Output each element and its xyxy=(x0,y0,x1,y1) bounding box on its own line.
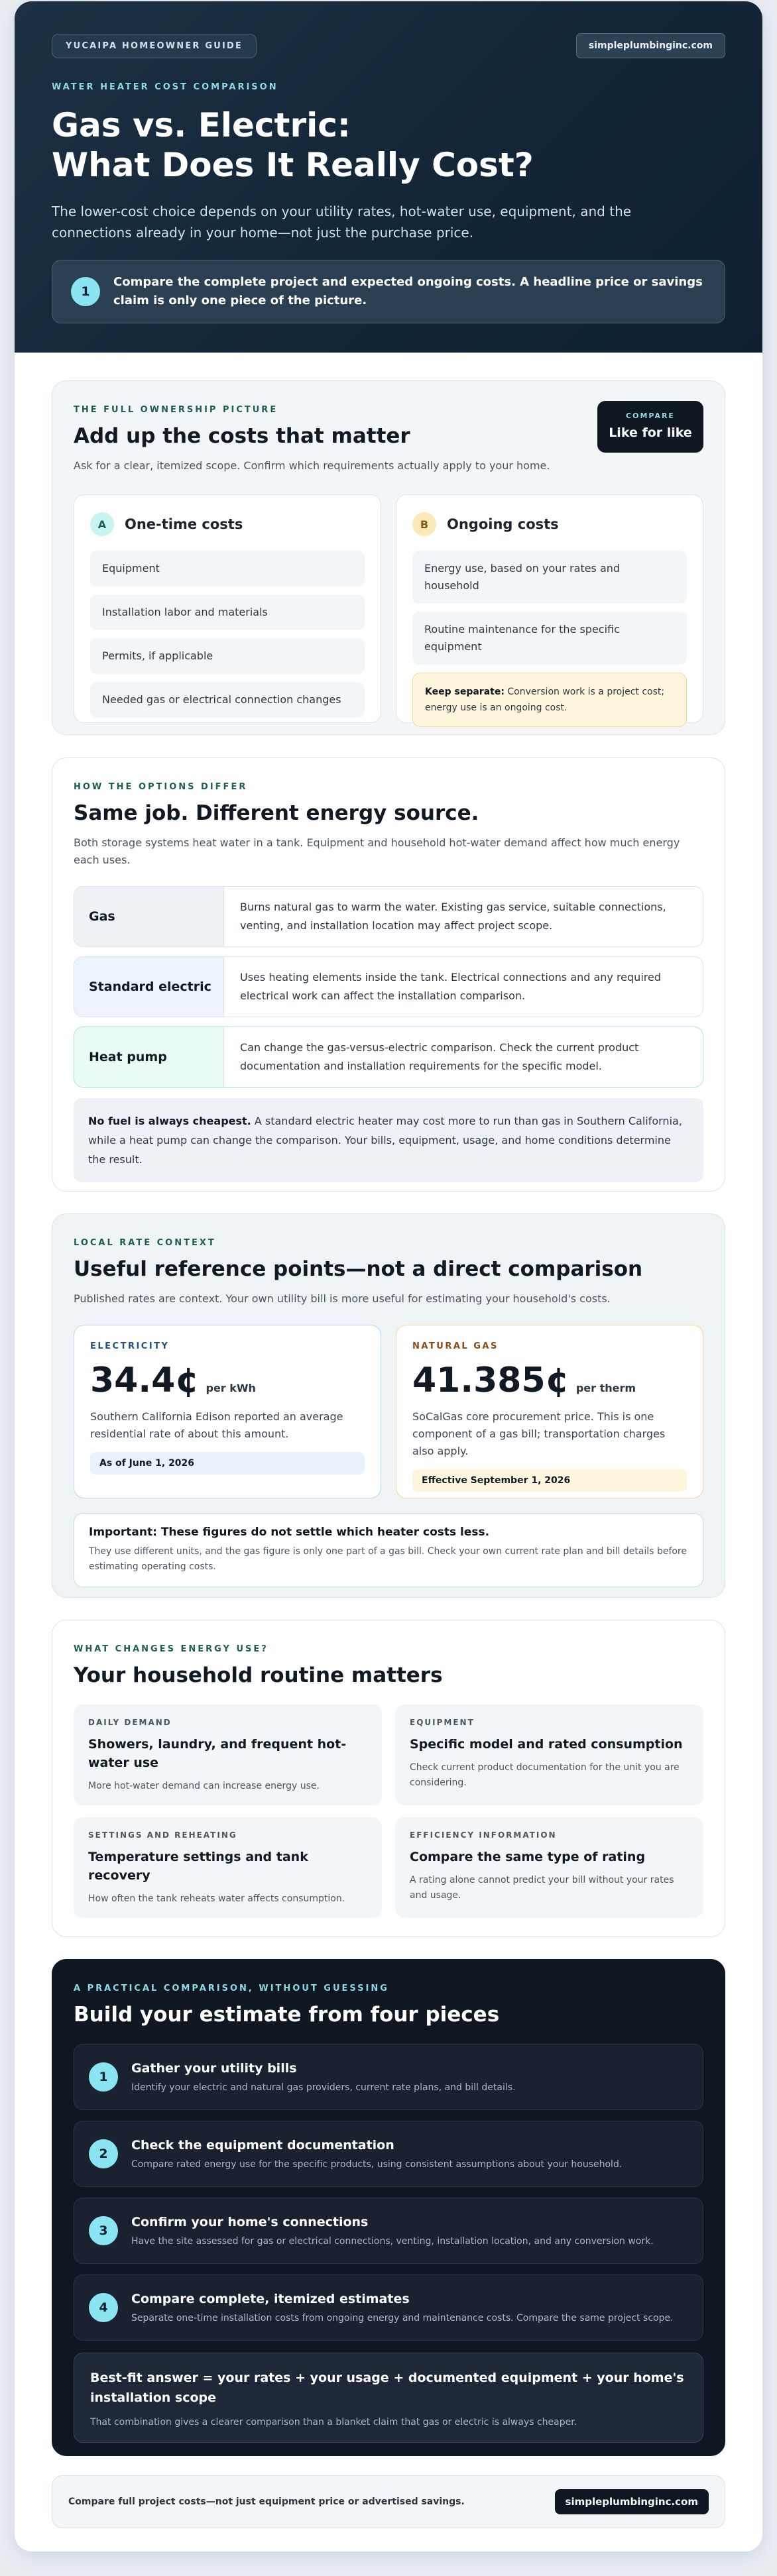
routine-card-key: EQUIPMENT xyxy=(410,1718,475,1727)
list-item: Routine maintenance for the specific equipment xyxy=(412,612,687,665)
step-title: Compare complete, itemized estimates xyxy=(131,2292,410,2306)
estimate-eyebrow: A PRACTICAL COMPARISON, WITHOUT GUESSING xyxy=(74,1984,389,1993)
options-section xyxy=(52,757,725,1192)
option-standard-electric xyxy=(74,956,703,1017)
estimate-section xyxy=(52,1959,725,2456)
best-fit-text: That combination gives a clearer comparison than a blanket claim that gas or electric is always cheaper. xyxy=(90,2417,577,2428)
rates-title: Useful reference points—not a direct comparison xyxy=(74,1257,643,1281)
routine-card xyxy=(74,1705,382,1805)
step-desc: Have the site assessed for gas or electrical connections, venting, installation location, and any conversion work. xyxy=(131,2236,654,2247)
guide-label: YUCAIPA HOMEOWNER GUIDE xyxy=(52,34,257,58)
routine-card xyxy=(395,1705,703,1805)
routine-title: Your household routine matters xyxy=(74,1663,443,1687)
footer-text: Compare full project costs—not just equipment price or advertised savings. xyxy=(68,2496,465,2507)
step-number: 2 xyxy=(89,2139,118,2168)
one-time-costs-card xyxy=(74,494,381,723)
site-link[interactable]: simpleplumbinginc.com xyxy=(576,33,725,58)
option-gas xyxy=(74,886,703,947)
ongoing-costs-card xyxy=(396,494,703,723)
step-number: 4 xyxy=(89,2293,118,2322)
hero xyxy=(15,1,762,353)
option-name: Heat pump xyxy=(74,1027,224,1087)
estimate-step xyxy=(74,2044,703,2110)
estimate-step xyxy=(74,2121,703,2187)
important-title: Important: These figures do not settle which heater costs less. xyxy=(89,1526,490,1539)
option-desc: Can change the gas-versus-electric comparison. Check the current product documentation and installation requirements for the specific model. xyxy=(240,1041,639,1072)
step-desc: Separate one-time installation costs from ongoing energy and maintenance costs. Compare the same project scope. xyxy=(131,2313,674,2324)
compare-badge xyxy=(597,401,703,453)
step-desc: Compare rated energy use for the specific products, using consistent assumptions about your household. xyxy=(131,2159,623,2170)
routine-card-desc: How often the tank reheats water affects consumption. xyxy=(88,1893,345,1904)
letter-b-badge: B xyxy=(412,512,436,536)
hero-top xyxy=(52,33,725,58)
hero-callout xyxy=(52,260,725,323)
option-desc: Burns natural gas to warm the water. Existing gas service, suitable connections, venting, and installation location may affect project scope. xyxy=(240,901,666,932)
estimate-title: Build your estimate from four pieces xyxy=(74,2003,500,2027)
routine-card-key: EFFICIENCY INFORMATION xyxy=(410,1830,557,1840)
step-title: Gather your utility bills xyxy=(131,2061,297,2076)
gas-rate-card xyxy=(396,1325,703,1498)
keep-separate-label: Keep separate: xyxy=(425,687,505,697)
gas-value-row xyxy=(412,1361,687,1400)
no-fuel-text: A standard electric heater may cost more to run than gas in Southern California, while a heat pump can change the comparison. Your bills, equipment, usage, and home conditions determine the result. xyxy=(88,1115,682,1166)
page-title xyxy=(52,105,725,185)
step-body xyxy=(131,2061,516,2093)
option-name: Standard electric xyxy=(74,957,224,1017)
electricity-value: 34.4¢ xyxy=(90,1361,200,1400)
estimate-step xyxy=(74,2198,703,2264)
step-body xyxy=(131,2292,674,2324)
options-title: Same job. Different energy source. xyxy=(74,801,479,825)
callout-text: Compare the complete project and expected ongoing costs. A headline price or savings claim is only one piece of the picture. xyxy=(113,275,703,308)
footer xyxy=(52,2475,725,2528)
gas-value: 41.385¢ xyxy=(412,1361,569,1400)
step-body xyxy=(131,2138,622,2170)
routine-card-title: Compare the same type of rating xyxy=(410,1850,646,1864)
one-time-title: One-time costs xyxy=(125,516,243,532)
cost-columns xyxy=(74,494,703,723)
gas-date: Effective September 1, 2026 xyxy=(412,1469,687,1492)
routine-card-desc: More hot-water demand can increase energy use. xyxy=(88,1781,320,1791)
list-item: Installation labor and materials xyxy=(90,594,365,630)
routine-card-title: Specific model and rated consumption xyxy=(410,1737,683,1752)
step-title: Check the equipment documentation xyxy=(131,2138,394,2153)
routine-card-title: Showers, laundry, and frequent hot-water use xyxy=(88,1737,347,1770)
ownership-title: Add up the costs that matter xyxy=(74,424,410,448)
title-line-1: Gas vs. Electric: xyxy=(52,106,351,144)
important-text: They use different units, and the gas figure is only one part of a gas bill. Check your own current rate plan and bill details before estimating operating costs. xyxy=(89,1546,687,1572)
list-item: Permits, if applicable xyxy=(90,638,365,674)
routine-grid xyxy=(74,1705,703,1918)
step-title: Confirm your home's connections xyxy=(131,2215,369,2229)
rates-section xyxy=(52,1213,725,1598)
electricity-date: As of June 1, 2026 xyxy=(90,1452,365,1475)
ownership-lead: Ask for a clear, itemized scope. Confirm which requirements actually apply to your home. xyxy=(74,459,550,472)
hero-eyebrow: WATER HEATER COST COMPARISON xyxy=(52,82,278,92)
gas-unit: per therm xyxy=(575,1382,636,1394)
routine-card-key: DAILY DEMAND xyxy=(88,1718,172,1727)
letter-a-badge: A xyxy=(90,512,114,536)
no-fuel-label: No fuel is always cheapest. xyxy=(88,1115,251,1127)
callout-number: 1 xyxy=(71,277,100,306)
title-line-2: What Does It Really Cost? xyxy=(52,146,534,184)
electricity-note: Southern California Edison reported an average residential rate of about this amount. xyxy=(90,1410,343,1440)
step-body xyxy=(131,2215,654,2247)
rates-eyebrow: LOCAL RATE CONTEXT xyxy=(74,1238,216,1248)
best-fit-callout xyxy=(74,2353,703,2443)
routine-eyebrow: WHAT CHANGES ENERGY USE? xyxy=(74,1644,269,1654)
option-desc: Uses heating elements inside the tank. Electrical connections and any required electrical work can affect the installation comparison. xyxy=(240,971,661,1002)
option-name: Gas xyxy=(74,887,224,946)
electricity-rate-card xyxy=(74,1325,381,1498)
electricity-value-row xyxy=(90,1361,365,1400)
routine-section xyxy=(52,1620,725,1937)
electricity-label: ELECTRICITY xyxy=(90,1341,170,1351)
routine-card-key: SETTINGS AND REHEATING xyxy=(88,1830,237,1840)
keep-separate-text: Conversion work is a project cost; energy use is an ongoing cost. xyxy=(425,687,665,713)
rate-cards xyxy=(74,1325,703,1498)
ongoing-head xyxy=(412,512,687,536)
routine-card-desc: Check current product documentation for the unit you are considering. xyxy=(410,1762,680,1788)
list-item: Equipment xyxy=(90,551,365,587)
estimate-step xyxy=(74,2274,703,2341)
step-number: 3 xyxy=(89,2216,118,2245)
compare-badge-value: Like for like xyxy=(609,425,692,440)
electricity-unit: per kWh xyxy=(206,1382,256,1394)
routine-card-desc: A rating alone cannot predict your bill without your rates and usage. xyxy=(410,1875,674,1901)
options-eyebrow: HOW THE OPTIONS DIFFER xyxy=(74,782,248,792)
ownership-eyebrow: THE FULL OWNERSHIP PICTURE xyxy=(74,405,278,415)
routine-card xyxy=(395,1817,703,1918)
important-note xyxy=(74,1513,703,1587)
option-heat-pump xyxy=(74,1027,703,1088)
list-item: Needed gas or electrical connection changes xyxy=(90,682,365,718)
one-time-head xyxy=(90,512,365,536)
footer-site-link[interactable]: simpleplumbinginc.com xyxy=(555,2489,709,2514)
keep-separate-note xyxy=(412,673,687,727)
best-fit-title: Best-fit answer = your rates + your usage + documented equipment + your home's installation scope xyxy=(90,2371,684,2405)
compare-badge-key: COMPARE xyxy=(626,412,675,420)
list-item: Energy use, based on your rates and household xyxy=(412,551,687,604)
guide-page xyxy=(15,1,762,2551)
ownership-section xyxy=(52,380,725,735)
gas-label: NATURAL GAS xyxy=(412,1341,499,1351)
options-lead: Both storage systems heat water in a tank. Equipment and household hot-water demand affect how much energy each uses. xyxy=(74,836,680,866)
step-number: 1 xyxy=(89,2062,118,2092)
routine-card xyxy=(74,1817,382,1918)
gas-note: SoCalGas core procurement price. This is one component of a gas bill; transportation charges also apply. xyxy=(412,1410,666,1457)
ongoing-title: Ongoing costs xyxy=(447,516,559,532)
hero-subtitle: The lower-cost choice depends on your utility rates, hot-water use, equipment, and the connections already in your home—not just the purchase price. xyxy=(52,203,632,241)
rates-lead: Published rates are context. Your own utility bill is more useful for estimating your household's costs. xyxy=(74,1292,611,1305)
no-fuel-note xyxy=(74,1098,703,1182)
routine-card-title: Temperature settings and tank recovery xyxy=(88,1850,308,1883)
step-desc: Identify your electric and natural gas providers, current rate plans, and bill details. xyxy=(131,2082,516,2093)
